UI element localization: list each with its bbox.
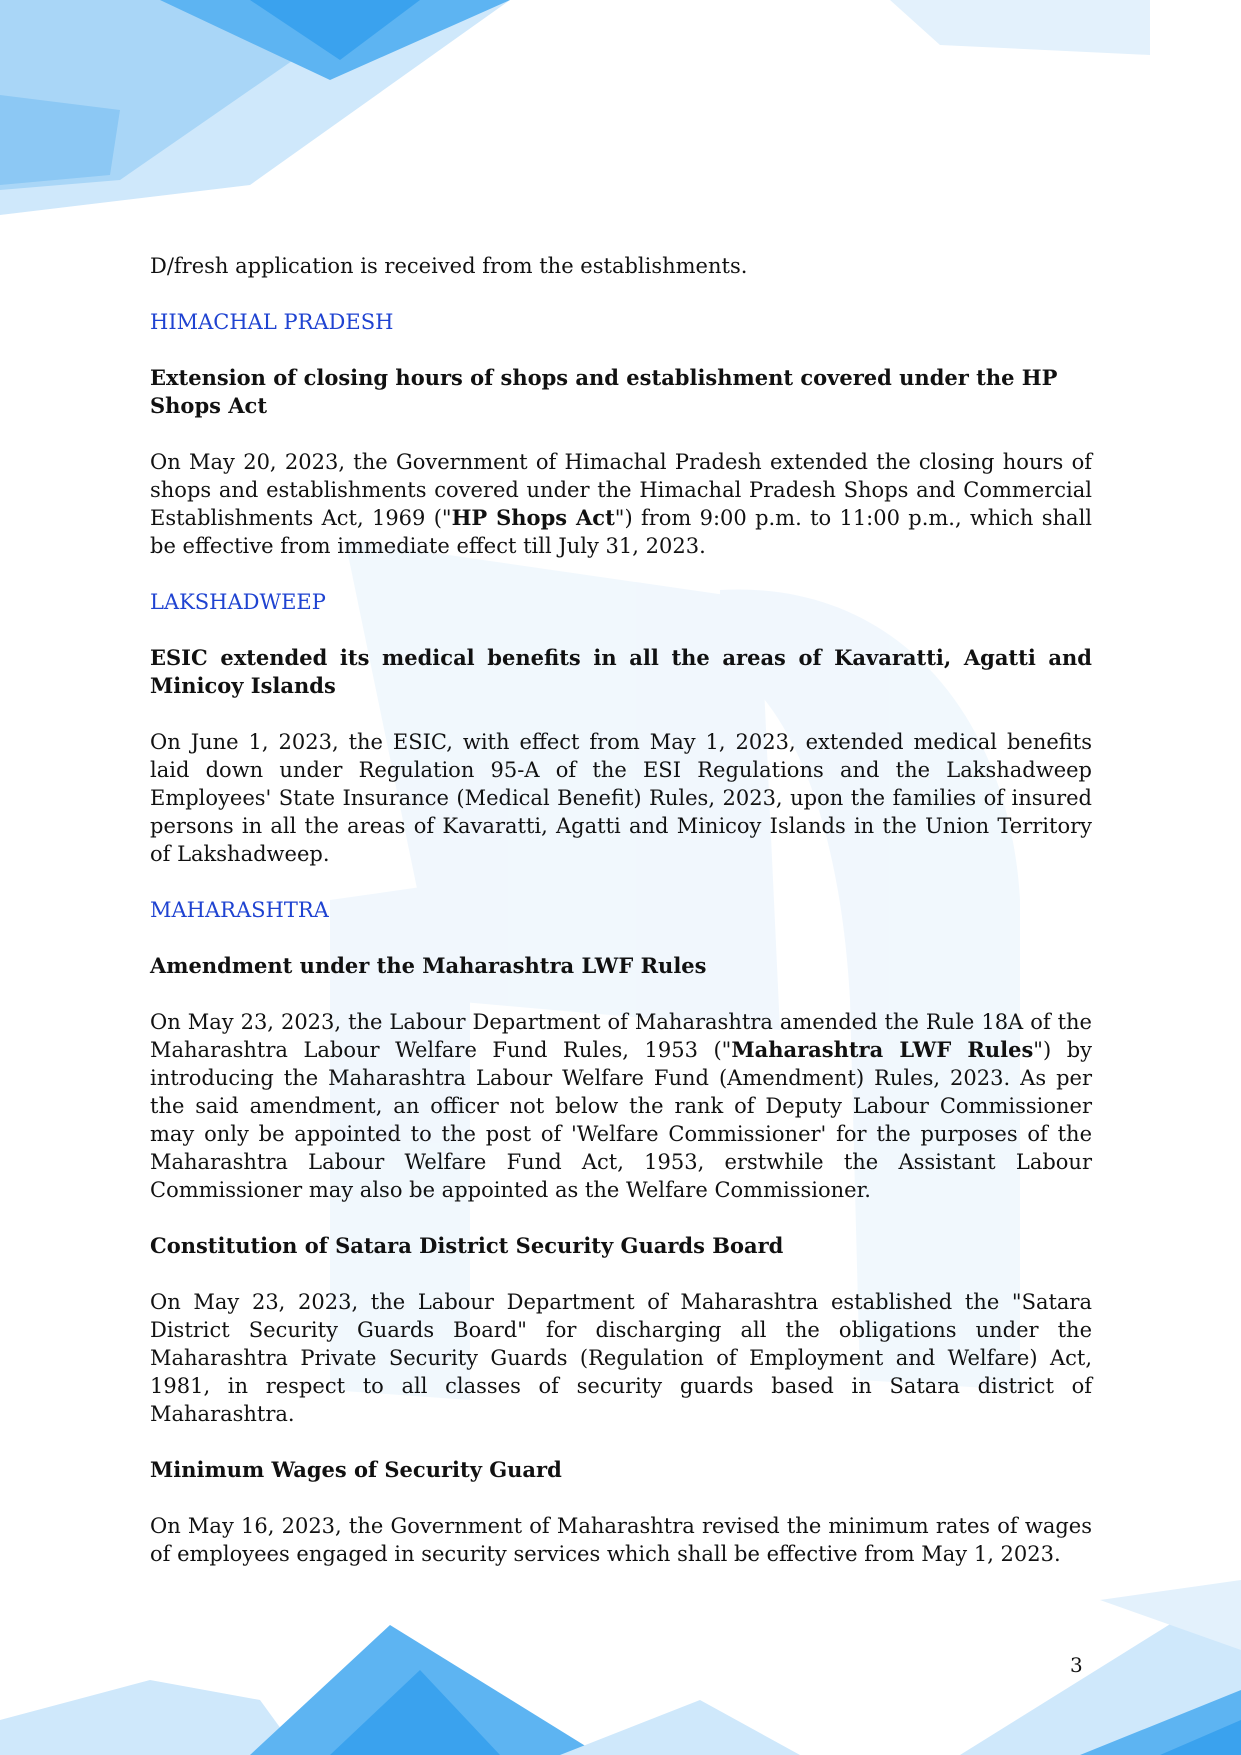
section-heading-hp-closing-hours: Extension of closing hours of shops and establishment covered under the HP Shops Act — [150, 365, 1058, 418]
paragraph-esic-benefits: On June 1, 2023, the ESIC, with effect from May 1, 2023, extended medical benefits laid down under Regulation 95-A of the ESI Regulations and the Lakshadweep Employees' State Insurance (Medical Benefit) Rules, 2023, upon the families of insured persons in all the areas of Kavaratti, Agatti and Minicoy Islands in the Union Territory of Lakshadweep. — [150, 730, 1092, 866]
region-heading-himachal-pradesh: HIMACHAL PRADESH — [150, 310, 394, 334]
defined-term: HP Shops Act — [451, 505, 615, 530]
top-left-shapes — [0, 0, 510, 215]
section-heading-satara-board: Constitution of Satara District Security Guards Board — [150, 1233, 784, 1258]
defined-term: Maharashtra LWF Rules — [731, 1037, 1034, 1062]
paragraph-text: On May 23, 2023, the Labour Department of Maharashtra amended the Rule 18A of the Maharashtra Labour Welfare Fund Rules, 1953 (" — [150, 1010, 1092, 1062]
page-number: 3 — [1070, 1653, 1083, 1677]
bottom-right-shapes — [960, 1580, 1241, 1755]
paragraph-satara-board: On May 23, 2023, the Labour Department of Maharashtra established the "Satara District Security Guards Board" for discharging all the obligations under the Maharashtra Private Security Guards (Regulation of Employment and Welfare) Act, 1981, in respect to all classes of security guards based in Satara district of Maharashtra. — [150, 1290, 1092, 1426]
bottom-left-shapes — [0, 1625, 800, 1755]
paragraph-text: On May 20, 2023, the Government of Himachal Pradesh extended the closing hours of shops and establishments covered under the Himachal Pradesh Shops and Commercial Establishments Act, 1969 (" — [150, 450, 1092, 530]
paragraph-minimum-wages: On May 16, 2023, the Government of Maharashtra revised the minimum rates of wages of employees engaged in security services which shall be effective from May 1, 2023. — [150, 1514, 1092, 1566]
paragraph-text: ") by introducing the Maharashtra Labour Welfare Fund (Amendment) Rules, 2023. As per the said amendment, an officer not below the rank of Deputy Labour Commissioner may only be appointed to the post of 'Welfare Commissioner' for the purposes of the Maharashtra Labour Welfare Fund Act, 1953, erstwhile the Assistant Labour Commissioner may also be appointed as the Welfare Commissioner. — [150, 1038, 1092, 1202]
continuation-text: D/fresh application is received from the establishments. — [150, 254, 748, 278]
paragraph-text: ") from 9:00 p.m. to 11:00 p.m., which shall be effective from immediate effect till July 31, 2023. — [150, 506, 1093, 558]
region-heading-maharashtra: MAHARASHTRA — [150, 898, 329, 922]
paragraph-lwf-rules — [150, 1008, 1092, 1204]
section-heading-minimum-wages: Minimum Wages of Security Guard — [150, 1457, 562, 1482]
top-right-shapes — [890, 0, 1150, 55]
section-heading-esic-benefits: ESIC extended its medical benefits in all the areas of Kavaratti, Agatti and Minicoy Islands — [150, 645, 1092, 698]
paragraph-hp-closing-hours — [150, 448, 1092, 560]
section-heading-lwf-rules: Amendment under the Maharashtra LWF Rules — [150, 953, 707, 978]
document-body — [150, 252, 1092, 1568]
region-heading-lakshadweep: LAKSHADWEEP — [150, 590, 326, 614]
